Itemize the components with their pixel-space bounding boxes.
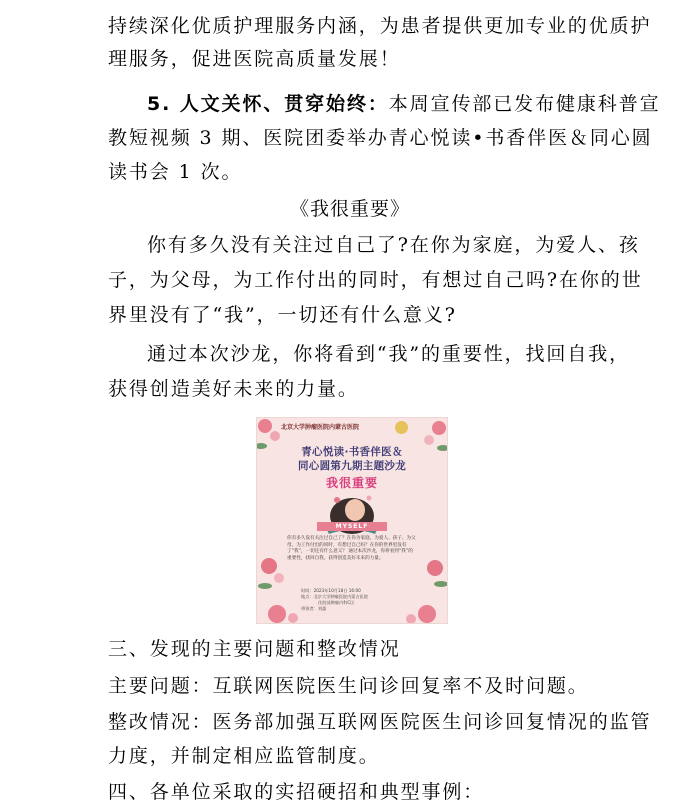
poster-place: 地点：北京大学肿瘤医院内蒙古医院 [301, 594, 369, 599]
article-line: 界里没有了“我”，一切还有什么意义? [108, 304, 457, 326]
article-line: 你有多久没有关注过自己了?在你为家庭，为爱人、孩 [147, 234, 640, 256]
section-3-heading: 三、发现的主要问题和整改情况 [108, 638, 401, 660]
item-5-line [147, 92, 661, 116]
article-title: 《我很重要》 [289, 198, 410, 220]
poster-title-line-1: 青心悦读·书香伴医＆ [301, 446, 403, 458]
salon-poster [256, 417, 448, 624]
text-line: 教短视频 3 期、医院团委举办青心悦读•书香伴医＆同心圆 [108, 127, 653, 149]
article-line: 通过本次沙龙，你将看到“我”的重要性，找回自我， [147, 343, 631, 365]
article-line: 获得创造美好未来的力量。 [108, 378, 359, 400]
poster-title-line-2: 同心圆第九期主题沙龙 [298, 460, 406, 472]
poster-logo-text: 北京大学肿瘤医院内蒙古医院 [281, 424, 360, 431]
poster-host: 带领者：刘惠 [301, 606, 327, 611]
hospital-logo-icon [395, 421, 408, 434]
rectify-line: 力度，并制定相应监管制度。 [108, 745, 380, 767]
text-line: 读书会 1 次。 [108, 161, 243, 183]
text-line: 理服务，促进医院高质量发展！ [108, 48, 401, 70]
item-5-text: 本周宣传部已发布健康科普宣 [388, 93, 661, 115]
rectify-line: 整改情况：医务部加强互联网医院医生问诊回复情况的监管 [108, 711, 652, 733]
problem-text: 主要问题：互联网医院医生问诊回复率不及时问题。 [108, 675, 589, 697]
item-5-label: 5. 人文关怀、贯穿始终： [147, 93, 389, 115]
text-line: 持续深化优质护理服务内涵，为患者提供更加专业的优质护 [108, 15, 652, 37]
poster-time: 时间：2023年10月18日 16:00 [301, 588, 361, 593]
poster-banner: MYSELF [335, 523, 369, 530]
poster-body: 你有多久没有关注过自己了？在你为家庭、为爱人、孩子、为父母，为工作付出的同时，有想过自己吗？在你的世界里没有了“我”，一切还有什么意义？ 通过本次沙龙，你将看到“我”的重要性，找回自我，获得创造美好未来的力量。 [287, 536, 416, 561]
poster-place-2: 住院部肿瘤内科C区 [318, 600, 355, 605]
poster-theme: 我很重要 [325, 476, 378, 490]
section-4-heading: 四、各单位采取的实招硬招和典型事例： [108, 781, 485, 803]
poster-meta [301, 588, 411, 612]
article-line: 子，为父母，为工作付出的同时，有想过自己吗?在你的世 [108, 269, 643, 291]
